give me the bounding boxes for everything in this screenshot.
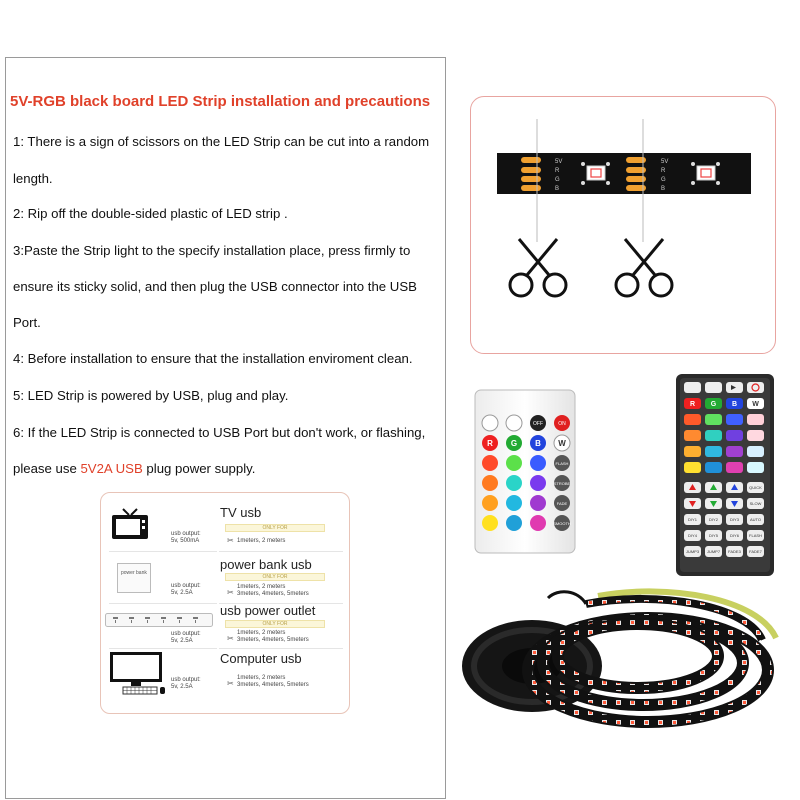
led-strip-reels	[458, 578, 800, 800]
tv-usb-title: TV usb	[220, 505, 262, 520]
divider	[109, 603, 217, 604]
step-3-line-2: ensure its sticky solid, and then plug the USB connector into the USB	[13, 279, 417, 294]
auto-label: AUTO	[749, 517, 762, 522]
scissors-icon: ✂	[227, 634, 234, 643]
r-label: R	[689, 401, 696, 408]
pin-label: G	[555, 177, 560, 183]
step-1-line-2: length.	[13, 171, 53, 186]
step-3-line-1: 3:Paste the Strip light to the specify installation place, press firmly to	[13, 243, 411, 258]
on-label: ON	[558, 421, 566, 427]
step-2: 2: Rip off the double-sided plastic of LED strip .	[13, 206, 288, 221]
step-6-line-1: 6: If the LED Strip is connected to USB Port but don't work, or flashing,	[13, 425, 426, 440]
power-bank-usb-title: power bank usb	[220, 557, 312, 572]
g-label: G	[510, 439, 518, 448]
computer-output-value: 5v, 2.5A	[171, 684, 193, 690]
power-bank-icon	[117, 563, 151, 593]
brightness-down-button	[506, 415, 522, 431]
power-bank-output-value: 5v, 2.5A	[171, 590, 193, 596]
outlet-only-for: ONLY FOR	[225, 620, 325, 628]
g-label: G	[710, 401, 717, 408]
computer-output-label: usb output:	[171, 677, 201, 683]
b-label: B	[731, 401, 738, 408]
pin-label: B	[555, 186, 560, 192]
step-3-line-3: Port.	[13, 315, 41, 330]
computer-lengths-1: 1meters, 2 meters	[237, 675, 286, 681]
pin-label: 5V	[555, 159, 563, 165]
usb-power-outlet-title: usb power outlet	[220, 603, 316, 618]
jump3-label: JUMP3	[685, 549, 700, 554]
divider	[109, 551, 217, 552]
flash-label: FLASH	[555, 461, 569, 466]
cut-diagram-card	[470, 96, 776, 354]
pin-label: B	[661, 186, 666, 192]
step-4: 4: Before installation to ensure that the installation enviroment clean.	[13, 351, 413, 366]
step-6-line-2	[13, 460, 255, 478]
computer-lengths-2: 3meters, 4meters, 5meters	[237, 682, 309, 688]
diy6-label: DIY6	[730, 533, 739, 538]
outlet-output-label: usb output:	[171, 631, 201, 637]
w-label: W	[558, 439, 566, 448]
scissors-icon: ✂	[227, 679, 234, 688]
strobe-label: STROBE	[553, 481, 571, 486]
remote-44-key	[674, 372, 776, 578]
outlet-lengths-1: 1meters, 2 meters	[237, 630, 286, 636]
divider	[109, 648, 217, 649]
power-bank-lengths-2: 3meters, 4meters, 5meters	[237, 591, 309, 597]
brightness-up-button	[482, 415, 498, 431]
pin-label: R	[661, 168, 666, 174]
power-bank-only-for: ONLY FOR	[225, 573, 325, 581]
diy3-label: DIY3	[730, 517, 739, 522]
pin-label: G	[661, 177, 666, 183]
step-5: 5: LED Strip is powered by USB, plug and play.	[13, 388, 289, 403]
power-bank-label: power bank	[121, 570, 147, 576]
usb-cable	[548, 592, 586, 604]
led-strip-coils	[528, 618, 768, 722]
scissors-icon	[616, 239, 672, 296]
smooth-label: SMOOTH	[553, 521, 571, 526]
scissors-icon: ✂	[227, 536, 234, 545]
diy2-label: DIY2	[709, 517, 718, 522]
tv-output-label: usb output:	[171, 531, 201, 537]
quick-label: QUICK	[749, 485, 762, 490]
fade7-label: FADE7	[749, 549, 762, 554]
step-6-prefix: please use	[13, 461, 81, 476]
tv-only-for: ONLY FOR	[225, 524, 325, 532]
tv-output-value: 5v, 500mA	[171, 538, 200, 544]
scissors-icon	[510, 239, 566, 296]
power-bank-lengths-1: 1meters, 2 meters	[237, 584, 286, 590]
remote-24-key	[472, 388, 578, 556]
tv-lengths: 1meters, 2 meters	[237, 538, 286, 544]
fade-label: FADE	[556, 501, 568, 506]
pin-label: 5V	[661, 159, 669, 165]
slow-label: SLOW	[749, 501, 762, 506]
step-6-suffix: plug power supply.	[142, 461, 256, 476]
step-6-highlight: 5V2A USB	[80, 461, 143, 476]
diy5-label: DIY5	[709, 533, 718, 538]
led-strip-cut-diagram	[471, 97, 777, 355]
b-label: B	[535, 439, 541, 448]
power-strip-icon	[105, 613, 213, 627]
computer-usb-title: Computer usb	[220, 651, 302, 666]
diy1-label: DIY1	[688, 517, 697, 522]
tv-icon	[111, 507, 149, 541]
flash-label: FLASH	[749, 533, 762, 538]
jump7-label: JUMP7	[706, 549, 721, 554]
pin-label: R	[555, 168, 560, 174]
outlet-output-value: 5v, 2.5A	[171, 638, 193, 644]
divider	[219, 551, 343, 552]
computer-icon	[109, 651, 167, 701]
power-bank-output-label: usb output:	[171, 583, 201, 589]
power-source-panel	[100, 492, 350, 714]
diy4-label: DIY4	[688, 533, 697, 538]
step-1-line-1: 1: There is a sign of scissors on the LED Strip can be cut into a random	[13, 134, 430, 149]
w-label: W	[752, 401, 759, 408]
off-label: OFF	[533, 421, 543, 427]
instruction-title: 5V-RGB black board LED Strip installation and precautions	[10, 93, 431, 110]
scissors-icon: ✂	[227, 588, 234, 597]
divider	[219, 648, 343, 649]
outlet-lengths-2: 3meters, 4meters, 5meters	[237, 637, 309, 643]
fade3-label: FADE3	[728, 549, 741, 554]
r-label: R	[487, 439, 493, 448]
